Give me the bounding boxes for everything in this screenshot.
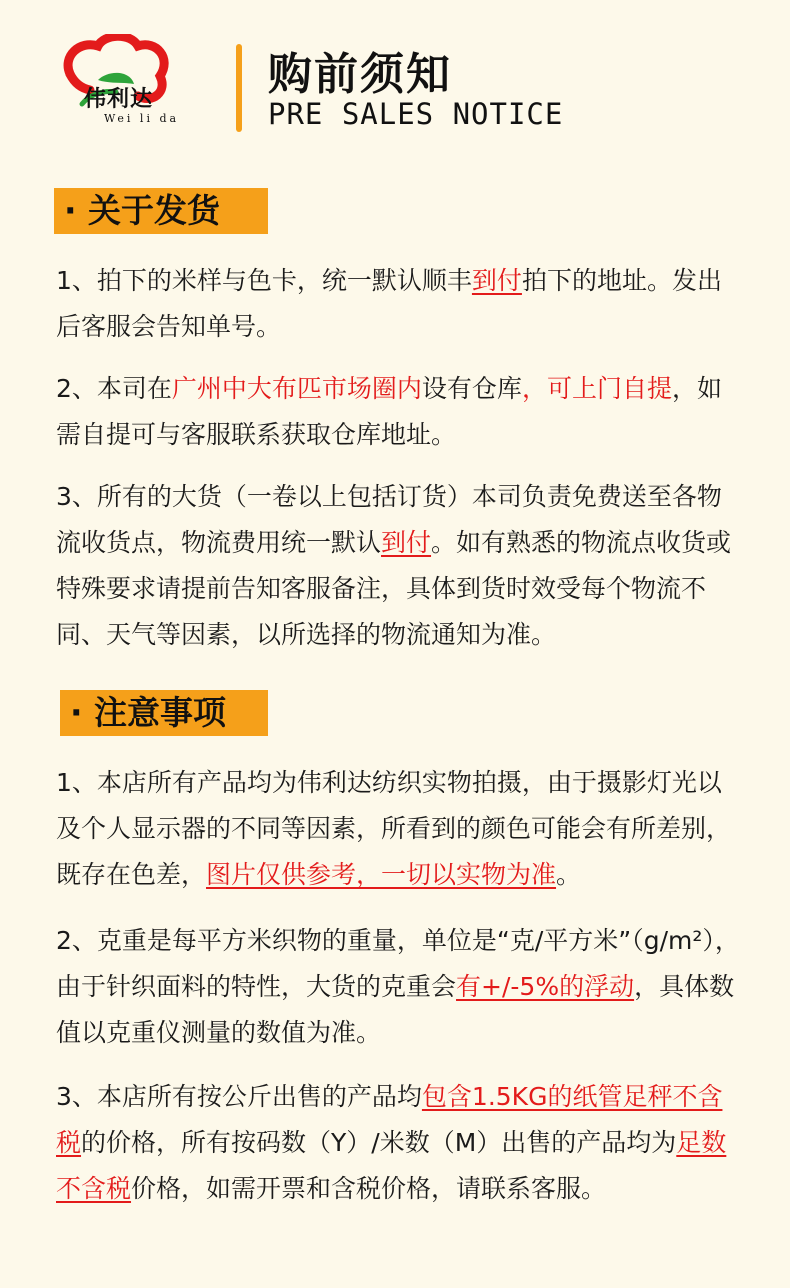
text-segment: 2、克重是每平方米织物的重量，单位是“克/平方米”（g/m²），由于针织面料的特性，大货的克重会: [56, 926, 740, 1001]
highlight-text: ，可上门自提: [521, 374, 672, 403]
header: [0, 0, 790, 150]
highlight-text: 到付: [471, 266, 522, 295]
page-subtitle: PRE SALES NOTICE: [268, 97, 564, 131]
highlight-text: 包含1.5KG的纸管足秤不含税: [56, 1082, 723, 1157]
notes-paragraph-1: [56, 760, 746, 898]
highlight-text: 广州中大布匹市场圈内: [171, 374, 422, 403]
text-segment: ，具体数值以克重仪测量的数值为准。: [56, 972, 735, 1047]
shipping-paragraph-2: [56, 366, 746, 458]
text-segment: 价格，如需开票和含税价格，请联系客服。: [131, 1174, 607, 1203]
text-segment: 的价格，所有按码数（Y）/米数（M）出售的产品均为: [81, 1128, 677, 1157]
shipping-paragraph-3: [56, 474, 746, 658]
text-segment: 设有仓库: [421, 374, 522, 403]
logo-brand-pinyin: Wei li da: [104, 112, 180, 125]
notes-paragraph-2: [56, 918, 746, 1056]
section-heading-shipping: · 关于发货: [54, 188, 268, 234]
header-divider: [236, 44, 242, 132]
logo-brand-name: 伟利达: [84, 87, 154, 112]
text-segment: 1、拍下的米样与色卡，统一默认顺丰: [56, 266, 472, 295]
page-title: 购前须知: [268, 49, 452, 100]
text-segment: 。如有熟悉的物流点收货或特殊要求请提前告知客服备注，具体到货时效受每个物流不同、天气等因素，以所选择的物流通知为准。: [56, 528, 732, 649]
text-segment: 3、本店所有按公斤出售的产品均: [56, 1082, 422, 1111]
highlight-text: 足数不含税: [56, 1128, 727, 1203]
text-segment: 3、所有的大货（一卷以上包括订货）本司负责免费送至各物流收货点，物流费用统一默认: [56, 482, 722, 557]
text-segment: 拍下的地址。发出后客服会告知单号。: [56, 266, 722, 341]
shipping-paragraph-1: [56, 258, 746, 350]
text-segment: 2、本司在: [56, 374, 172, 403]
notes-paragraph-3: [56, 1074, 746, 1212]
text-segment: 。: [556, 860, 582, 889]
highlight-text: 图片仅供参考，一切以实物为准: [206, 860, 557, 889]
text-segment: 1、本店所有产品均为伟利达纺织实物拍摄，由于摄影灯光以及个人显示器的不同等因素，所看到的颜色可能会有所差别，既存在色差，: [56, 768, 732, 889]
highlight-text: 到付: [381, 528, 432, 557]
highlight-text: 有+/-5%的浮动: [456, 972, 635, 1001]
section-heading-notes: · 注意事项: [60, 690, 268, 736]
text-segment: ，如需自提可与客服联系获取仓库地址。: [56, 374, 722, 449]
